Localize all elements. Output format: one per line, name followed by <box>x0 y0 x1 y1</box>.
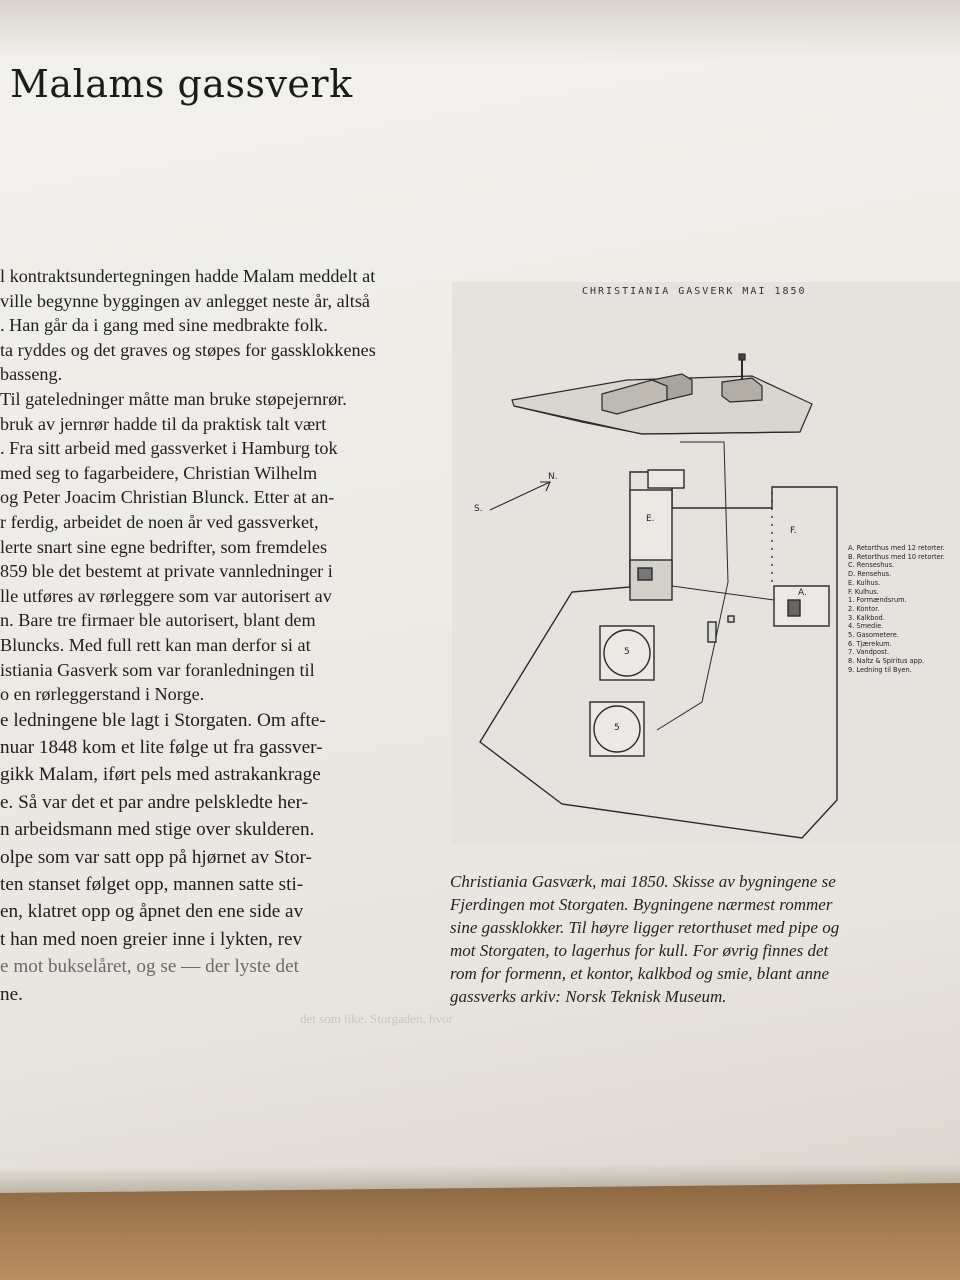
caption-line: mot Storgaten, to lagerhus for kull. For øvrig finnes det <box>450 941 829 960</box>
legend-item: 3. Kalkbod. <box>848 613 885 622</box>
caption-line: rom for formenn, et kontor, kalkbod og smie, blant anne <box>450 964 829 983</box>
body-line: lle utføres av rørleggere som var autorisert av <box>0 585 332 606</box>
body-line: 859 ble det bestemt at private vannledninger i <box>0 561 333 582</box>
legend-item: 2. Kontor. <box>848 604 880 613</box>
page-shadow <box>0 0 960 60</box>
body-line: l kontraktsundertegningen hadde Malam meddelt at <box>0 266 376 286</box>
body-text-column <box>0 264 453 1030</box>
legend-item: 9. Ledning til Byen. <box>848 665 912 674</box>
legend-item: 1. Formændsrum. <box>848 596 907 605</box>
body-line: ta ryddes og det graves og støpes for gassklokkenes <box>0 339 376 360</box>
body-line: Til gateledninger måtte man bruke støpejernrør. <box>0 388 347 409</box>
site-perspective <box>512 354 812 434</box>
caption-line: sine gassklokker. Til høyre ligger retorthuset med pipe og <box>450 918 840 937</box>
body-line: o en rørleggerstand i Norge. <box>0 684 205 705</box>
body-line: nuar 1848 kom et lite følge ut fra gassver- <box>0 737 323 759</box>
body-line: olpe som var satt opp på hjørnet av Stor- <box>0 846 312 868</box>
legend-item: 8. Naltz & Spiritus app. <box>848 657 925 666</box>
body-line: Bluncks. Med full rett kan man derfor si at <box>0 634 311 655</box>
plan-legend <box>848 544 945 675</box>
site-plan <box>480 442 837 838</box>
legend-item: 5. Gasometere. <box>848 631 899 640</box>
body-line: basseng. <box>0 364 63 385</box>
body-line: e ledningene ble lagt i Storgaten. Om afte- <box>0 709 326 731</box>
body-line: ten stanset følget opp, mannen satte sti- <box>0 874 304 896</box>
figure-title: CHRISTIANIA GASVERK MAI 1850 <box>582 286 807 297</box>
legend-item: 6. Tjærekum. <box>848 639 892 648</box>
compass-south-label: S. <box>474 504 483 514</box>
body-line: r ferdig, arbeidet de noen år ved gassverket, <box>0 511 319 532</box>
legend-item: 7. Vandpost. <box>848 648 890 657</box>
legend-item: A. Retorthus med 12 retorter. <box>848 544 945 552</box>
body-line: en, klatret opp og åpnet den ene side av <box>0 901 304 923</box>
legend-item: C. Renseshus. <box>848 561 895 570</box>
body-line: og Peter Joacim Christian Blunck. Etter at an- <box>0 487 335 508</box>
body-line: . Han går da i gang med sine medbrakte folk. <box>0 315 328 336</box>
table-surface <box>0 1180 960 1280</box>
compass-north-label: N. <box>548 472 558 482</box>
gasworks-plan-figure <box>452 282 960 844</box>
body-line: istiania Gasverk som var foranledningen til <box>0 659 315 680</box>
caption-line: Christiania Gasværk, mai 1850. Skisse av bygningene se <box>450 872 836 891</box>
building-a-label: A. <box>798 588 807 598</box>
figure-caption <box>450 870 960 1008</box>
body-line: . Fra sitt arbeid med gassverket i Hamburg tok <box>0 438 338 459</box>
body-line: n arbeidsmann med stige over skulderen. <box>0 819 315 841</box>
body-line: n. Bare tre firmaer ble autorisert, blant dem <box>0 610 316 631</box>
chapter-title: Malams gassverk <box>10 62 353 106</box>
body-line: bruk av jernrør hadde til da praktisk talt vært <box>0 413 327 434</box>
body-line: ne. <box>0 983 23 1005</box>
body-line: gikk Malam, iført pels med astrakankrage <box>0 764 321 786</box>
body-line: lerte snart sine egne bedrifter, som fremdeles <box>0 536 328 557</box>
gasholder-label-2: 5 <box>614 723 620 733</box>
body-line: e mot bukselåret, og se — der lyste det <box>0 956 299 978</box>
building-f-label: F. <box>790 526 797 536</box>
compass-arrow <box>490 482 550 510</box>
body-line: e. Så var det et par andre pelskledte her- <box>0 791 309 813</box>
legend-item: 4. Smedie. <box>848 622 884 631</box>
legend-item: F. Kulhus. <box>848 587 879 596</box>
body-line: ville begynne byggingen av anlegget neste år, altså <box>0 290 370 311</box>
legend-item: B. Retorthus med 10 retorter. <box>848 552 945 561</box>
bleed-through-line: det som like. Storgaden, hvor <box>300 1010 453 1026</box>
gasholder-label-1: 5 <box>624 647 630 657</box>
building-e-label: E. <box>646 514 655 524</box>
body-line: t han med noen greier inne i lykten, rev <box>0 928 303 950</box>
caption-line: Fjerdingen mot Storgaten. Bygningene nærmest rommer <box>450 895 833 914</box>
legend-item: E. Kulhus. <box>848 578 881 587</box>
body-line: med seg to fagarbeidere, Christian Wilhelm <box>0 462 318 483</box>
legend-item: D. Rensehus. <box>848 570 892 579</box>
caption-line: gassverks arkiv: Norsk Teknisk Museum. <box>450 987 727 1006</box>
